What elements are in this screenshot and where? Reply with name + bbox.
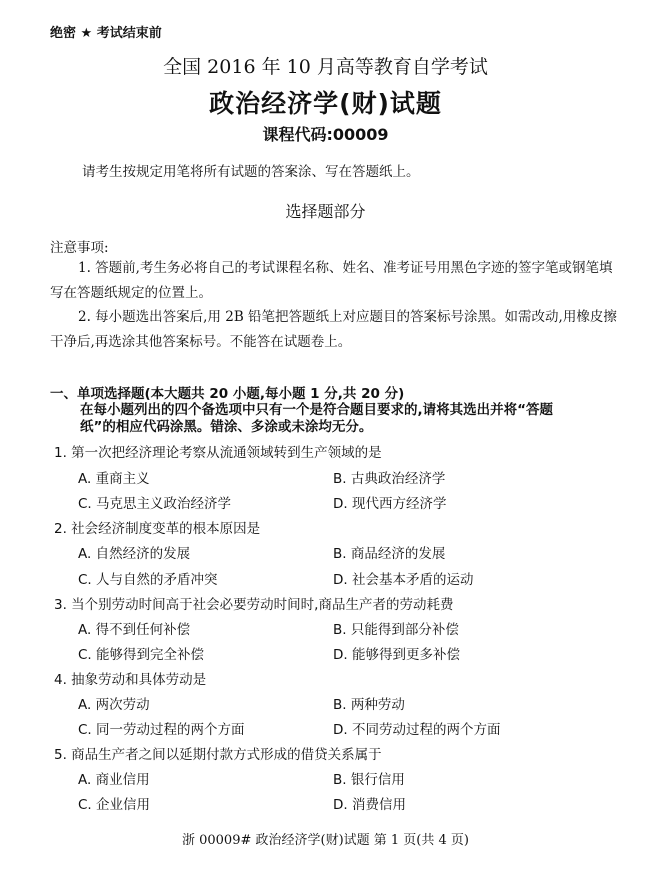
question-option: C. 同一劳动过程的两个方面: [78, 722, 245, 738]
question-option: D. 社会基本矛盾的运动: [333, 572, 474, 588]
exam-title: 全国 2016 年 10 月高等教育自学考试: [163, 56, 488, 78]
question-option: A. 得不到任何补偿: [78, 622, 191, 638]
section-title: 选择题部分: [285, 202, 366, 221]
question-stem: 2. 社会经济制度变革的根本原因是: [54, 521, 261, 537]
question-option: A. 两次劳动: [78, 697, 150, 713]
note-item: 2. 每小题选出答案后,用 2B 铅笔把答题纸上对应题目的答案标号涂黑。如需改动,用橡皮擦干净后,再选涂其他答案标号。不能答在试题卷上。: [50, 309, 617, 350]
question-option: C. 企业信用: [78, 797, 151, 813]
answer-instruction: 请考生按规定用笔将所有试题的答案涂、写在答题纸上。: [82, 164, 420, 180]
paper-title: 政治经济学(财)试题: [209, 89, 442, 118]
question-option: D. 能够得到更多补偿: [333, 647, 460, 663]
question-option: B. 银行信用: [333, 772, 405, 788]
question-stem: 5. 商品生产者之间以延期付款方式形成的借贷关系属于: [54, 747, 382, 763]
question-option: B. 古典政治经济学: [333, 471, 446, 487]
note-item: 1. 答题前,考生务必将自己的考试课程名称、姓名、准考证号用黑色字迹的签字笔或钢笔填写在答题纸规定的位置上。: [50, 260, 613, 301]
question-option: D. 不同劳动过程的两个方面: [333, 722, 501, 738]
page-footer: 浙 00009# 政治经济学(财)试题 第 1 页(共 4 页): [181, 833, 469, 848]
confidential-mark: 绝密 ★ 考试结束前: [50, 26, 162, 41]
question-option: A. 商业信用: [78, 772, 150, 788]
question-option: D. 现代西方经济学: [333, 496, 447, 512]
question-option: D. 消费信用: [333, 797, 406, 813]
question-option: C. 马克思主义政治经济学: [78, 496, 232, 512]
notes-heading: 注意事项:: [50, 240, 109, 256]
question-stem: 1. 第一次把经济理论考察从流通领域转到生产领域的是: [54, 445, 382, 461]
question-option: C. 人与自然的矛盾冲突: [78, 572, 218, 588]
question-stem: 3. 当个别劳动时间高于社会必要劳动时间时,商品生产者的劳动耗费: [54, 597, 454, 613]
question-stem: 4. 抽象劳动和具体劳动是: [54, 672, 207, 688]
course-code: 课程代码:00009: [262, 125, 389, 144]
part-heading: 一、单项选择题(本大题共 20 小题,每小题 1 分,共 20 分): [50, 386, 405, 402]
part-description: 在每小题列出的四个备选项中只有一个是符合题目要求的,请将其选出并将“答题纸”的相应代码涂黑。错涂、多涂或未涂均无分。: [80, 402, 553, 435]
question-option: B. 只能得到部分补偿: [333, 622, 459, 638]
question-option: A. 重商主义: [78, 471, 150, 487]
question-option: A. 自然经济的发展: [78, 546, 191, 562]
question-option: C. 能够得到完全补偿: [78, 647, 205, 663]
question-option: B. 商品经济的发展: [333, 546, 446, 562]
question-option: B. 两种劳动: [333, 697, 405, 713]
